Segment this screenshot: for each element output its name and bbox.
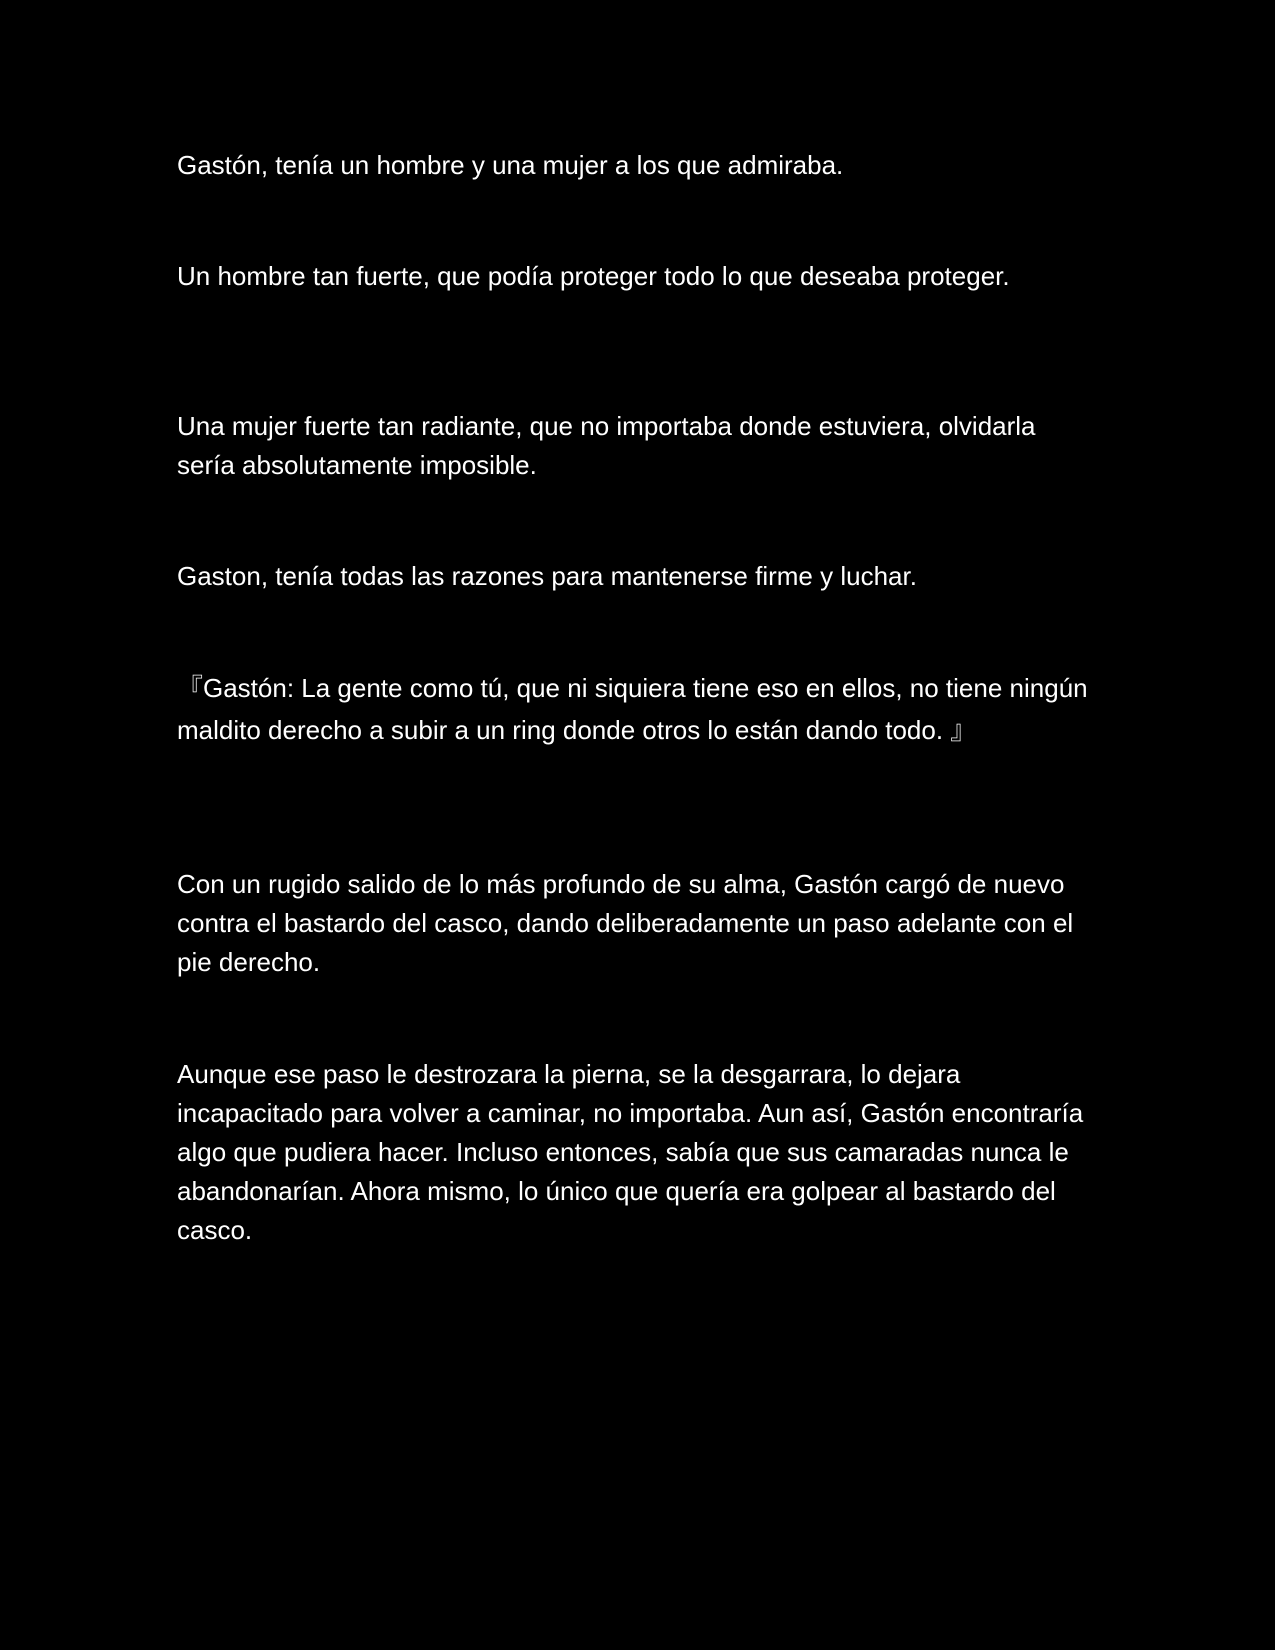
paragraph-7: Aunque ese paso le destrozara la pierna, se la desgarrara, lo dejara incapacitado para volver a caminar, no importaba. Aun así, Gastón encontraría algo que pudiera hacer. Incluso entonces, sabía que sus camaradas nunca le abandonarían. Ahora mismo, lo único que quería era golpear al bastardo del casco. [177,1059,1084,1245]
paragraph-1: Gastón, tenía un hombre y una mujer a los que admiraba. [177,150,844,180]
dialogue-paragraph: 『Gastón: La gente como tú, que ni siquiera tiene eso en ellos, no tiene ningún maldito derecho a subir a un ring donde otros lo están dando todo. 』 [177,673,1088,745]
paragraph-2: Un hombre tan fuerte, que podía proteger todo lo que deseaba proteger. [177,261,1010,291]
paragraph-6: Con un rugido salido de lo más profundo de su alma, Gastón cargó de nuevo contra el bastardo del casco, dando deliberadamente un paso adelante con el pie derecho. [177,869,1074,977]
paragraph-3: Una mujer fuerte tan radiante, que no importaba donde estuviera, olvidarla sería absolutamente imposible. [177,411,1036,480]
paragraph-4: Gaston, tenía todas las razones para mantenerse firme y luchar. [177,561,917,591]
